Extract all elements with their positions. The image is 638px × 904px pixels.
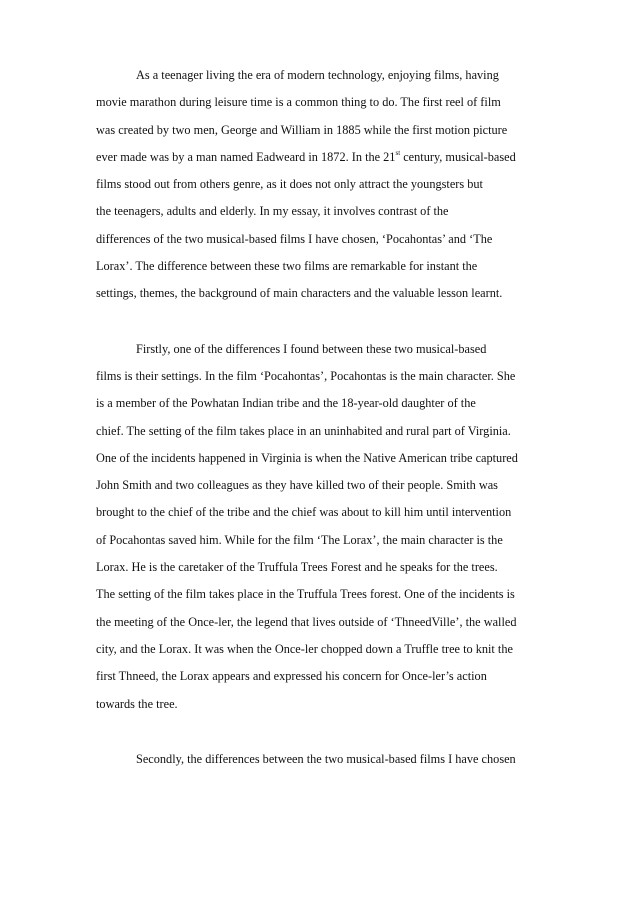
text-line: is a member of the Powhatan Indian tribe and the 18-year-old daughter of the	[96, 396, 476, 411]
text-line: films is their settings. In the film ‘Pocahontas’, Pocahontas is the main character. She	[96, 368, 516, 383]
text-line: films stood out from others genre, as it does not only attract the youngsters but	[96, 177, 483, 192]
document-body	[96, 62, 542, 773]
text-segment: ever made was by a man named Eadweard in 1872. In the 21	[96, 149, 396, 164]
text-line: One of the incidents happened in Virginia is when the Native American tribe captured	[96, 450, 518, 465]
text-line: city, and the Lorax. It was when the Once-ler chopped down a Truffle tree to knit the	[96, 641, 513, 656]
text-line: chief. The setting of the film takes place in an uninhabited and rural part of Virginia.	[96, 423, 511, 438]
text-line: movie marathon during leisure time is a common thing to do. The first reel of film	[96, 95, 501, 110]
text-line: towards the tree.	[96, 696, 178, 711]
paragraph-intro	[96, 62, 542, 308]
text-line	[96, 144, 542, 171]
text-line: was created by two men, George and William in 1885 while the first motion picture	[96, 122, 508, 137]
superscript: st	[395, 148, 401, 157]
text-line: Lorax. He is the caretaker of the Truffula Trees Forest and he speaks for the trees.	[96, 560, 498, 575]
text-line: The setting of the film takes place in the Truffula Trees forest. One of the incidents is	[96, 587, 515, 602]
text-line: settings, themes, the background of main characters and the valuable lesson learnt.	[96, 286, 503, 301]
paragraph-spacer	[96, 718, 542, 746]
text-line: brought to the chief of the tribe and the chief was about to kill him until intervention	[96, 505, 512, 520]
text-line: Firstly, one of the differences I found between these two musical-based	[136, 341, 487, 356]
paragraph-spacer	[96, 308, 542, 336]
text-line: first Thneed, the Lorax appears and expressed his concern for Once-ler’s action	[96, 669, 487, 684]
text-segment: century, musical-based	[400, 149, 516, 164]
text-line: John Smith and two colleagues as they have killed two of their people. Smith was	[96, 478, 498, 493]
text-line: the teenagers, adults and elderly. In my essay, it involves contrast of the	[96, 204, 449, 219]
text-line: Lorax’. The difference between these two films are remarkable for instant the	[96, 259, 478, 274]
text-line: of Pocahontas saved him. While for the film ‘The Lorax’, the main character is the	[96, 532, 503, 547]
paragraph-settings	[96, 336, 542, 718]
text-line: differences of the two musical-based films I have chosen, ‘Pocahontas’ and ‘The	[96, 231, 493, 246]
text-line: the meeting of the Once-ler, the legend that lives outside of ‘ThneedVille’, the walled	[96, 614, 517, 629]
paragraph-secondly	[96, 746, 542, 773]
text-line: Secondly, the differences between the two musical-based films I have chosen	[136, 751, 516, 766]
text-line: As a teenager living the era of modern technology, enjoying films, having	[136, 68, 499, 82]
